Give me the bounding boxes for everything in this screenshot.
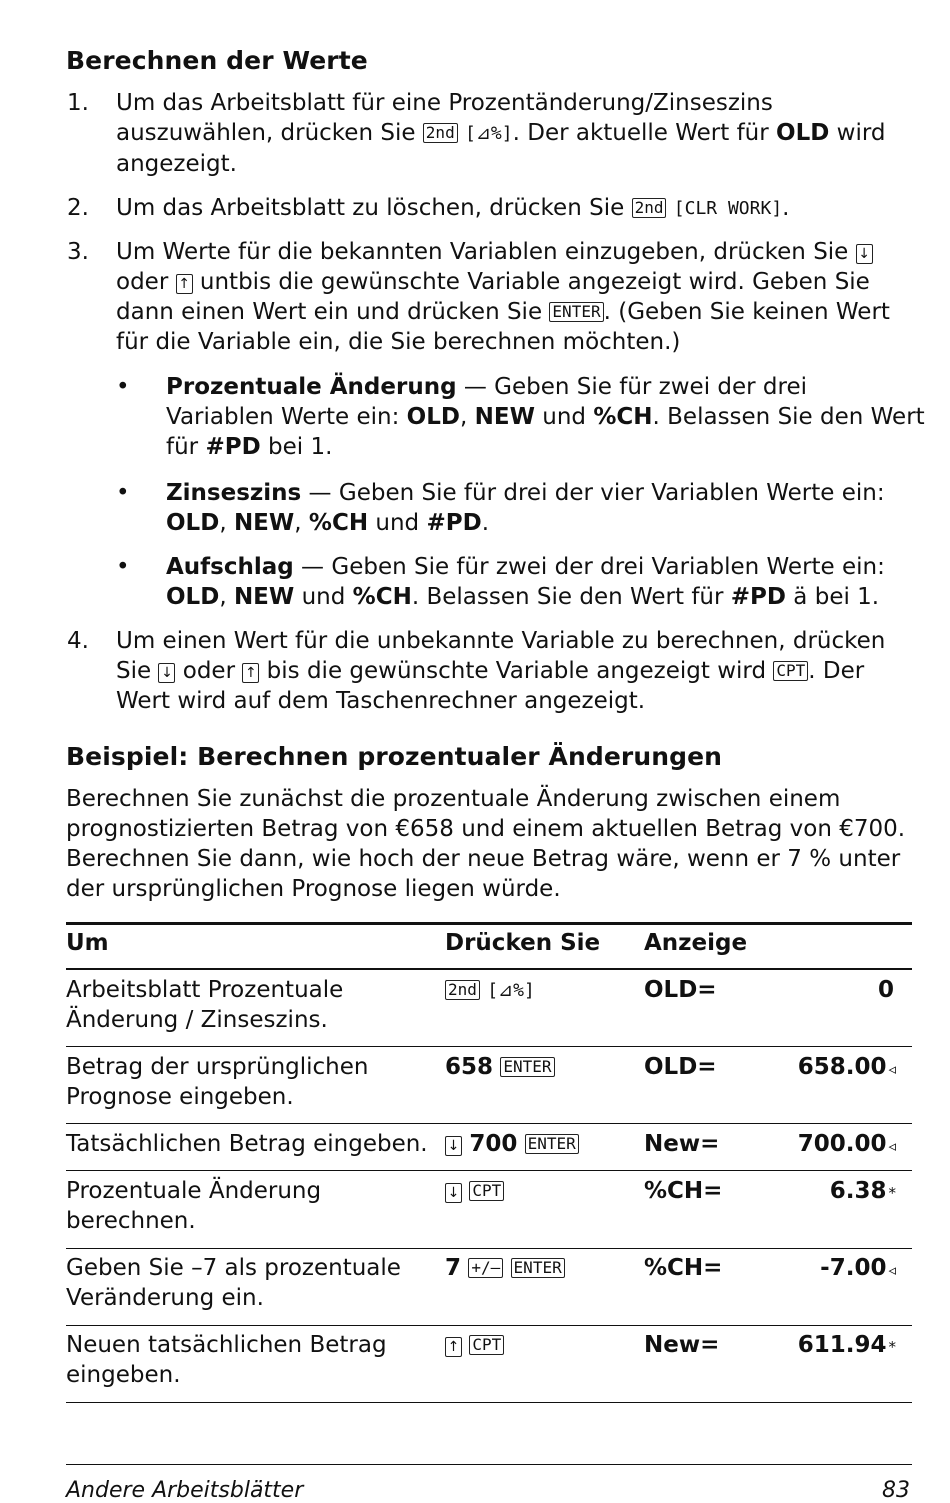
col-header-press: Drücken Sie xyxy=(445,930,601,956)
display-label: OLD= xyxy=(644,977,717,1003)
computed-indicator-icon: * xyxy=(888,1184,896,1202)
purpose-line: Arbeitsblatt Prozentuale xyxy=(66,977,344,1003)
key-cpt: CPT xyxy=(469,1181,504,1201)
key-digits: 658 xyxy=(445,1054,494,1080)
var-old: OLD xyxy=(166,584,220,610)
computed-indicator-icon: * xyxy=(888,1338,896,1356)
value-text: 658.00 xyxy=(797,1054,887,1080)
display-value xyxy=(830,1176,896,1208)
display-value xyxy=(878,975,896,1007)
display-label: New= xyxy=(644,1131,720,1157)
example-paragraph xyxy=(66,784,905,904)
bullet-mark: • xyxy=(116,554,130,580)
purpose-line: Veränderung ein. xyxy=(66,1285,264,1311)
row-purpose xyxy=(66,1176,321,1236)
key-2nd: 2nd xyxy=(423,123,458,143)
value-text: 6.38 xyxy=(829,1178,887,1204)
bullet-percent-change xyxy=(166,372,925,462)
var-pd: #PD xyxy=(426,510,482,536)
value-text: 700.00 xyxy=(797,1131,887,1157)
paragraph-line: prognostizierten Betrag von €658 und einem aktuellen Betrag von €700. xyxy=(66,816,906,842)
key-clr-work: [CLR WORK] xyxy=(673,198,783,219)
row-rule xyxy=(66,1325,912,1326)
paragraph-line: Berechnen Sie dann, wie hoch der neue Betrag wäre, wenn er 7 % unter xyxy=(66,846,901,872)
bullet-text: . Belassen Sie den Wert xyxy=(652,404,925,430)
key-digits: 7 xyxy=(445,1255,462,1281)
purpose-line: Änderung / Zinseszins. xyxy=(66,1007,328,1033)
row-rule xyxy=(66,1170,912,1171)
display-label: OLD= xyxy=(644,1054,717,1080)
bullet-mark: • xyxy=(116,374,130,400)
row-rule xyxy=(66,1248,912,1249)
indicator-icon: ◃ xyxy=(888,1060,896,1078)
key-2nd: 2nd xyxy=(632,198,667,218)
purpose-line: Neuen tatsächlichen Betrag xyxy=(66,1332,387,1358)
bullet-line xyxy=(166,402,925,432)
display-label: New= xyxy=(644,1332,720,1358)
bullet-text: , xyxy=(294,510,309,536)
step-number: 3. xyxy=(67,239,89,265)
var-pct-ch: %CH xyxy=(308,510,369,536)
row-keys xyxy=(445,1330,504,1360)
bullet-title: Aufschlag xyxy=(166,554,294,580)
var-pct-ch: %CH xyxy=(593,404,653,430)
row-rule xyxy=(66,1123,912,1124)
bullet-text: und xyxy=(368,510,427,536)
key-digits: 700 xyxy=(469,1131,518,1157)
step-text: . Der aktuelle Wert für xyxy=(512,120,769,146)
bullet-compound-interest xyxy=(166,478,885,538)
bullet-text: für xyxy=(166,434,206,460)
row-keys xyxy=(445,1052,555,1082)
bullet-title: Zinseszins xyxy=(166,480,302,506)
example-heading: Beispiel: Berechnen prozentualer Änderungen xyxy=(66,742,723,771)
bullet-text: ä bei 1. xyxy=(786,584,880,610)
step-text: oder xyxy=(116,269,169,295)
step-number: 2. xyxy=(67,195,89,221)
key-2nd: 2nd xyxy=(445,980,480,1000)
page-number: 83 xyxy=(882,1478,910,1503)
step-text: bis die gewünschte Variable angezeigt wird xyxy=(266,658,767,684)
row-purpose xyxy=(66,1052,368,1112)
key-enter: ENTER xyxy=(549,302,603,322)
step-line xyxy=(116,656,885,686)
up-arrow-icon: ↑ xyxy=(242,663,259,683)
key-enter: ENTER xyxy=(511,1258,565,1278)
bullet-line xyxy=(166,552,885,582)
footer-chapter: Andere Arbeitsblätter xyxy=(66,1478,304,1503)
key-percent-change: [⊿%] xyxy=(487,980,535,1001)
var-pd: #PD xyxy=(730,584,786,610)
down-arrow-icon: ↓ xyxy=(445,1136,462,1156)
var-old: OLD xyxy=(166,510,220,536)
display-value xyxy=(820,1253,896,1285)
purpose-line: Geben Sie –7 als prozentuale xyxy=(66,1255,401,1281)
display-value xyxy=(798,1129,896,1161)
key-enter: ENTER xyxy=(525,1134,579,1154)
display-label: %CH= xyxy=(644,1255,723,1281)
step-text: wird xyxy=(836,120,886,146)
bullet-line xyxy=(166,582,885,612)
up-arrow-icon: ↑ xyxy=(176,274,193,294)
section-heading: Berechnen der Werte xyxy=(66,46,368,75)
step-text: . (Geben Sie keinen Wert xyxy=(603,299,890,325)
purpose-line: Betrag der ursprünglichen xyxy=(66,1054,369,1080)
display-value xyxy=(798,1330,896,1362)
step-text: oder xyxy=(182,658,236,684)
row-keys xyxy=(445,1253,565,1283)
col-header-display: Anzeige xyxy=(644,930,748,956)
step-3 xyxy=(116,237,890,357)
down-arrow-icon: ↓ xyxy=(158,663,175,683)
step-line xyxy=(116,118,886,149)
indicator-icon: ◃ xyxy=(888,1137,896,1155)
row-purpose xyxy=(66,1253,401,1313)
purpose-line: Prognose eingeben. xyxy=(66,1084,294,1110)
bullet-text: und xyxy=(534,404,594,430)
row-purpose: Tatsächlichen Betrag eingeben. xyxy=(66,1131,428,1157)
step-text: . xyxy=(782,195,790,221)
step-text: auszuwählen, drücken Sie xyxy=(116,120,416,146)
row-keys xyxy=(445,1176,504,1206)
step-text: Sie xyxy=(116,658,152,684)
table-top-rule xyxy=(66,922,912,925)
step-text: untbis die gewünschte Variable angezeigt wird. Geben Sie xyxy=(199,269,870,295)
table-bottom-rule xyxy=(66,1402,912,1403)
step-4 xyxy=(116,626,885,716)
col-header-um: Um xyxy=(66,930,109,956)
key-percent-change: [⊿%] xyxy=(465,123,513,144)
key-cpt: CPT xyxy=(469,1335,504,1355)
purpose-line: berechnen. xyxy=(66,1208,196,1234)
bullet-line xyxy=(166,372,925,402)
step-line: für die Variable ein, die Sie berechnen möchten.) xyxy=(116,329,681,355)
indicator-icon: ◃ xyxy=(888,1261,896,1279)
row-purpose xyxy=(66,1330,387,1390)
var-old: OLD xyxy=(776,120,830,146)
step-line xyxy=(116,267,890,297)
var-new: NEW xyxy=(474,404,535,430)
step-line: Um einen Wert für die unbekannte Variable zu berechnen, drücken xyxy=(116,628,886,654)
step-number: 4. xyxy=(67,628,89,654)
var-old: OLD xyxy=(406,404,460,430)
value-text: -7.00 xyxy=(820,1255,887,1281)
step-text: Um Werte für die bekannten Variablen einzugeben, drücken Sie xyxy=(116,239,849,265)
display-label: %CH= xyxy=(644,1178,723,1204)
var-pct-ch: %CH xyxy=(352,584,412,610)
bullet-mark: • xyxy=(116,480,130,506)
row-purpose xyxy=(66,975,343,1035)
var-new: NEW xyxy=(233,510,295,536)
step-number: 1. xyxy=(67,90,89,116)
step-line: Um das Arbeitsblatt für eine Prozentänderung/Zinseszins xyxy=(116,90,773,116)
bullet-title: Prozentuale Änderung xyxy=(166,374,457,400)
footer-rule xyxy=(66,1464,912,1465)
key-plus-minus: +/– xyxy=(468,1258,503,1278)
bullet-text: — Geben Sie für drei der vier Variablen Werte ein: xyxy=(301,480,885,506)
bullet-text: — Geben Sie für zwei der drei Variablen Werte ein: xyxy=(293,554,885,580)
row-keys xyxy=(445,975,535,1006)
paragraph-line: Berechnen Sie zunächst die prozentuale Änderung zwischen einem xyxy=(66,786,841,812)
value-text: 0 xyxy=(877,977,894,1003)
up-arrow-icon: ↑ xyxy=(445,1337,462,1357)
bullet-line xyxy=(166,432,925,462)
header-rule xyxy=(66,968,912,970)
bullet-text: , xyxy=(219,510,234,536)
bullet-text: , xyxy=(459,404,475,430)
purpose-line: eingeben. xyxy=(66,1362,181,1388)
bullet-text: , xyxy=(219,584,234,610)
step-1 xyxy=(116,88,886,179)
down-arrow-icon: ↓ xyxy=(445,1183,462,1203)
down-arrow-icon: ↓ xyxy=(856,244,873,264)
value-text: 611.94 xyxy=(797,1332,887,1358)
bullet-markup xyxy=(166,552,885,612)
step-2 xyxy=(116,193,789,224)
purpose-line: Prozentuale Änderung xyxy=(66,1178,322,1204)
var-new: NEW xyxy=(233,584,295,610)
step-line xyxy=(116,237,890,267)
bullet-text: Variablen Werte ein: xyxy=(166,404,407,430)
step-line xyxy=(116,297,890,327)
bullet-text: . Belassen Sie den Wert für xyxy=(411,584,731,610)
var-pd: #PD xyxy=(205,434,261,460)
bullet-text: . xyxy=(481,510,490,536)
step-text: . Der xyxy=(808,658,865,684)
bullet-text: — Geben Sie für zwei der drei xyxy=(456,374,808,400)
row-rule xyxy=(66,1046,912,1047)
step-line: angezeigt. xyxy=(116,151,237,177)
bullet-text: bei 1. xyxy=(260,434,333,460)
display-value xyxy=(798,1052,896,1084)
bullet-line xyxy=(166,508,885,538)
bullet-text: und xyxy=(294,584,353,610)
step-text: dann einen Wert ein und drücken Sie xyxy=(116,299,543,325)
row-keys xyxy=(445,1129,579,1159)
key-enter: ENTER xyxy=(500,1057,554,1077)
bullet-line xyxy=(166,478,885,508)
key-cpt: CPT xyxy=(773,661,808,681)
paragraph-line: der ursprünglichen Prognose liegen würde. xyxy=(66,876,561,902)
step-text: Um das Arbeitsblatt zu löschen, drücken Sie xyxy=(116,195,625,221)
step-line: Wert wird auf dem Taschenrechner angezeigt. xyxy=(116,688,646,714)
